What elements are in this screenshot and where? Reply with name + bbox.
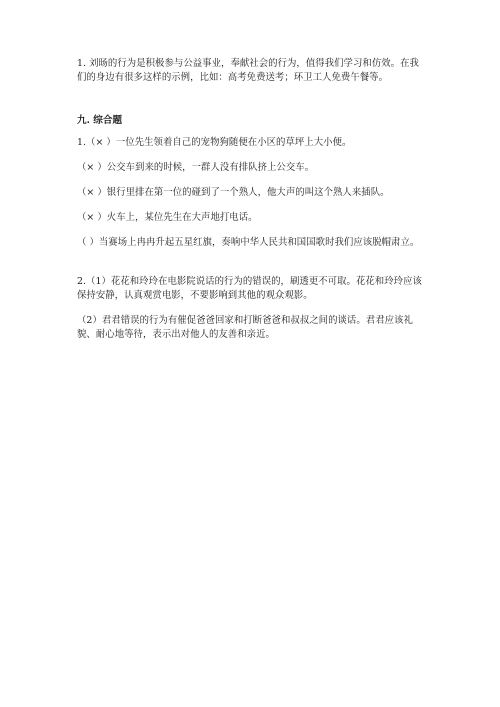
answer-item-4: （× ）火车上，某位先生在大声地打电话。 <box>77 212 258 223</box>
answer-item-5: （ ）当赛场上冉冉升起五星红旗，奏响中华人民共和国国歌时我们应该脱帽肃立。 <box>77 237 420 248</box>
answer-item-7: （2）君君错误的行为有催促爸爸回家和打断爸爸和叔叔之间的谈话。君君应该礼貌、耐心地等待，表示出对他人的友善和亲近。 <box>77 315 413 341</box>
intro-paragraph: 1. 刘旸的行为是积极参与公益事业，奉献社会的行为，值得我们学习和仿效。在我们的身边有很多这样的示例，比如：高考免费送考；环卫工人免费午餐等。 <box>77 58 419 84</box>
answer-item-2: （× ）公交车到来的时候，一群人没有排队挤上公交车。 <box>77 162 315 173</box>
answer-item-1: 1.（× ）一位先生领着自己的宠物狗随便在小区的草坪上大小便。 <box>77 137 352 148</box>
answer-item-3: （× ）银行里排在第一位的碰到了一个熟人，他大声的叫这个熟人来插队。 <box>77 187 390 198</box>
section-heading: 九. 综合题 <box>77 115 123 126</box>
answer-item-6: 2.（1）花花和玲玲在电影院说话的行为的错误的，刷透更不可取。花花和玲玲应该保持安静，认真观赏电影，不要影响到其他的观众观影。 <box>77 276 422 302</box>
